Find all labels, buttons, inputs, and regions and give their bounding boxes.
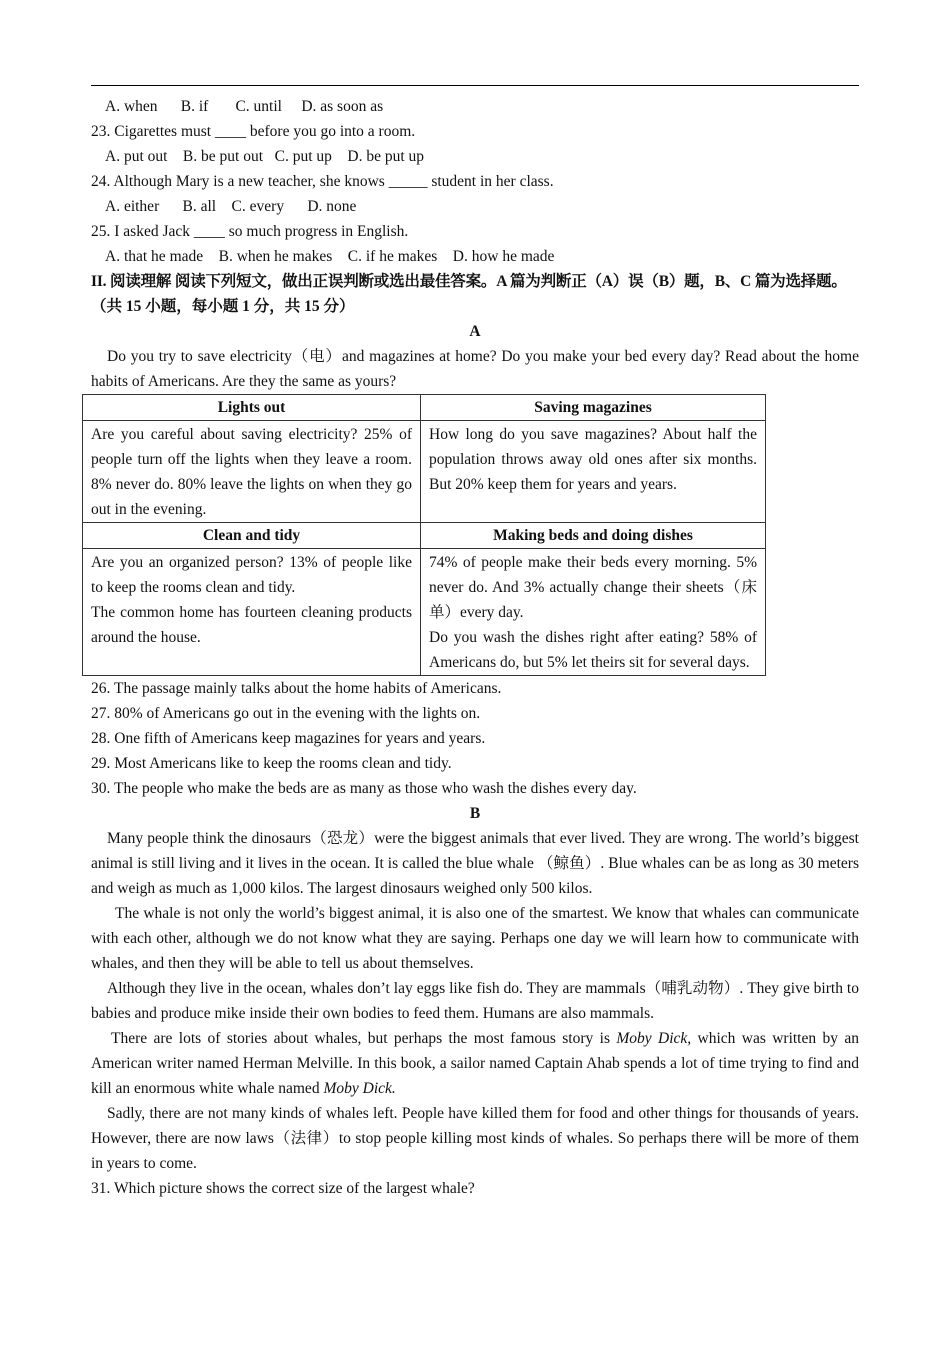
table-cell-clean-tidy-line1: Are you an organized person? 13% of people like to keep the rooms clean and tidy. — [91, 554, 412, 596]
table-cell-lights-out: Are you careful about saving electricity? 25% of people turn off the lights when they leave a room. 8% never do. 80% leave the lights on when they go out in the evening. — [83, 421, 421, 523]
q25-stem: 25. I asked Jack ____ so much progress in English. — [91, 223, 409, 240]
section2-subtitle: （共 15 小题，每小题 1 分，共 15 分） — [91, 298, 355, 315]
passage-b-paragraph-1: Many people think the dinosaurs（恐龙）were the biggest animals that ever lived. They are wrong. The world’s biggest animal is still living and it lives in the ocean. It is called the blue whale （鲸鱼）. Blue whales can be as long as 30 meters and weigh as much as 1,000 kilos. The largest dinosaurs weighed only 500 kilos. — [91, 830, 859, 897]
passage-a-intro: Do you try to save electricity（电）and magazines at home? Do you make your bed every day? Read about the home habits of Americans. Are they the same as yours? — [91, 348, 859, 390]
statement-26: 26. The passage mainly talks about the home habits of Americans. — [91, 680, 502, 697]
table-cell-beds-dishes — [421, 549, 766, 676]
statement-29: 29. Most Americans like to keep the rooms clean and tidy. — [91, 755, 452, 772]
table-cell-clean-tidy — [83, 549, 421, 676]
table-cell-dishes-line: Do you wash the dishes right after eating? 58% of Americans do, but 5% let theirs sit for several days. — [429, 629, 757, 671]
q24-stem: 24. Although Mary is a new teacher, she knows _____ student in her class. — [91, 173, 554, 190]
home-habits-table — [82, 394, 766, 676]
passage-a-label: A — [469, 323, 481, 340]
table-cell-beds-line: 74% of people make their beds every morning. 5% never do. And 3% actually change their sheets（床单）every day. — [429, 554, 757, 621]
section2-title: II. 阅读理解 阅读下列短文，做出正误判断或选出最佳答案。A 篇为判断正（A）误（B）题，B、C 篇为选择题。 — [91, 273, 847, 290]
statement-30: 30. The people who make the beds are as many as those who wash the dishes every day. — [91, 780, 637, 797]
whale-name-moby-dick: Moby Dick. — [323, 1080, 396, 1097]
passage-b-paragraph-5: Sadly, there are not many kinds of whales left. People have killed them for food and other things for thousands of years. However, there are now laws（法律）to stop people killing most kinds of whales. So perhaps there will be more of them in years to come. — [91, 1105, 859, 1172]
passage-b-paragraph-3: Although they live in the ocean, whales don’t lay eggs like fish do. They are mammals（哺乳动物）. They give birth to babies and produce mike inside their own bodies to feed them. Humans are also mammals. — [91, 980, 859, 1022]
table-header-clean-tidy: Clean and tidy — [83, 523, 421, 549]
book-title-moby-dick: Moby Dick, — [616, 1030, 692, 1047]
passage-b-label: B — [469, 805, 481, 822]
q23-stem: 23. Cigarettes must ____ before you go into a room. — [91, 123, 416, 140]
q24-options: A. either B. all C. every D. none — [105, 198, 357, 215]
statement-27: 27. 80% of Americans go out in the evening with the lights on. — [91, 705, 481, 722]
q25-options: A. that he made B. when he makes C. if he makes D. how he made — [105, 248, 555, 265]
table-cell-saving-magazines: How long do you save magazines? About half the population throws away old ones after six months. But 20% keep them for years and years. — [421, 421, 766, 523]
q23-options: A. put out B. be put out C. put up D. be put up — [105, 148, 425, 165]
table-header-beds-dishes: Making beds and doing dishes — [421, 523, 766, 549]
p4-text-middle: which was written by an American writer named Herman Melville. In this book, a sailor named Captain Ahab spends a lot of time trying to find and kill an enormous white whale named — [91, 1030, 859, 1097]
passage-b-paragraph-4 — [91, 1026, 859, 1101]
table-header-lights-out: Lights out — [83, 395, 421, 421]
exam-content — [91, 94, 859, 1201]
statement-28: 28. One fifth of Americans keep magazines for years and years. — [91, 730, 486, 747]
q22-options: A. when B. if C. until D. as soon as — [105, 98, 384, 115]
table-cell-clean-tidy-line2: The common home has fourteen cleaning products around the house. — [91, 604, 412, 646]
passage-b-paragraph-2: The whale is not only the world’s biggest animal, it is also one of the smartest. We know that whales can communicate with each other, although we do not know what they are saying. Perhaps one day we will learn how to communicate with whales, and then they will be able to tell us about themselves. — [91, 905, 859, 972]
question-31: 31. Which picture shows the correct size of the largest whale? — [91, 1180, 475, 1197]
table-header-saving-magazines: Saving magazines — [421, 395, 766, 421]
header-rule — [91, 85, 859, 86]
p4-text-start: There are lots of stories about whales, but perhaps the most famous story is — [111, 1030, 617, 1047]
